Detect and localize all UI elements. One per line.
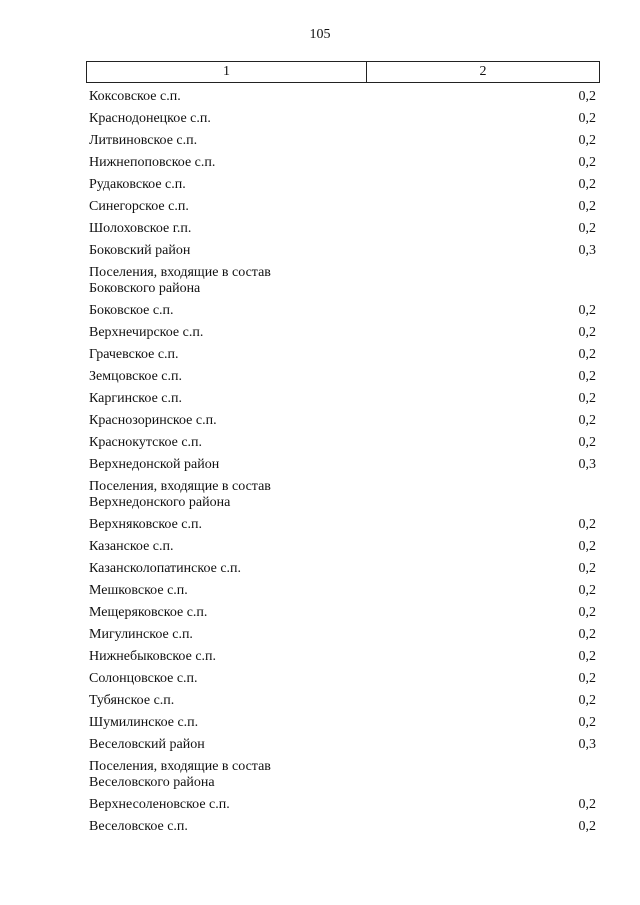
table-row: [86, 366, 600, 388]
table-row: [86, 454, 600, 476]
table-row: [86, 690, 600, 712]
table-row: [86, 536, 600, 558]
row-name: Нижнебыковское с.п.: [89, 649, 217, 664]
row-value: 0,2: [578, 715, 596, 730]
table-row: [86, 388, 600, 410]
row-value: 0,2: [578, 539, 596, 554]
table-row: [86, 756, 600, 794]
row-name: Литвиновское с.п.: [89, 133, 198, 148]
row-name: Краснокутское с.п.: [89, 435, 203, 450]
row-value: 0,3: [578, 243, 596, 258]
row-name: Боковское с.п.: [89, 303, 174, 318]
table-body: [86, 86, 600, 838]
row-value: 0,2: [578, 693, 596, 708]
row-name: Земцовское с.п.: [89, 369, 183, 384]
row-value: 0,2: [578, 89, 596, 104]
row-name: Мешковское с.п.: [89, 583, 188, 598]
table-row: [86, 514, 600, 536]
row-name: Веселовское с.п.: [89, 819, 188, 834]
header-col-1: 1: [87, 62, 367, 82]
row-value: 0,2: [578, 199, 596, 214]
row-name: Шумилинское с.п.: [89, 715, 199, 730]
row-name: Нижнепоповское с.п.: [89, 155, 216, 170]
row-name: Поселения, входящие в состав Боковского района: [89, 265, 271, 296]
row-name: Мигулинское с.п.: [89, 627, 193, 642]
data-table: [86, 61, 600, 838]
table-row: [86, 262, 600, 300]
row-name: Мещеряковское с.п.: [89, 605, 208, 620]
row-value: 0,2: [578, 583, 596, 598]
row-value: 0,2: [578, 325, 596, 340]
table-row: [86, 624, 600, 646]
table-row: [86, 432, 600, 454]
table-row: [86, 476, 600, 514]
row-name: Верхнечирское с.п.: [89, 325, 204, 340]
row-name: Верхнесоленовское с.п.: [89, 797, 230, 812]
table-row: [86, 218, 600, 240]
table-row: [86, 580, 600, 602]
row-value: 0,2: [578, 819, 596, 834]
page-number: 105: [309, 27, 331, 42]
row-value: 0,2: [578, 369, 596, 384]
table-row: [86, 816, 600, 838]
row-name: Солонцовское с.п.: [89, 671, 198, 686]
table-row: [86, 130, 600, 152]
row-name: Тубянское с.п.: [89, 693, 175, 708]
table-row: [86, 646, 600, 668]
row-value: 0,2: [578, 413, 596, 428]
row-name: Грачевское с.п.: [89, 347, 179, 362]
table-row: [86, 108, 600, 130]
row-name: Шолоховское г.п.: [89, 221, 192, 236]
row-value: 0,3: [578, 457, 596, 472]
row-value: 0,2: [578, 221, 596, 236]
table-row: [86, 734, 600, 756]
row-name: Краснозоринское с.п.: [89, 413, 217, 428]
row-name: Казанское с.п.: [89, 539, 174, 554]
row-name: Краснодонецкое с.п.: [89, 111, 211, 126]
row-value: 0,2: [578, 155, 596, 170]
row-value: 0,3: [578, 737, 596, 752]
table-row: [86, 410, 600, 432]
row-value: 0,2: [578, 347, 596, 362]
row-name: Коксовское с.п.: [89, 89, 181, 104]
row-value: 0,2: [578, 111, 596, 126]
table-row: [86, 240, 600, 262]
row-name: Каргинское с.п.: [89, 391, 182, 406]
row-name: Поселения, входящие в состав Веселовского района: [89, 759, 271, 790]
row-name: Верхнедонской район: [89, 457, 220, 472]
row-value: 0,2: [578, 435, 596, 450]
table-row: [86, 602, 600, 624]
row-value: 0,2: [578, 517, 596, 532]
row-value: 0,2: [578, 133, 596, 148]
row-value: 0,2: [578, 177, 596, 192]
row-name: Казансколопатинское с.п.: [89, 561, 242, 576]
row-name: Верхняковское с.п.: [89, 517, 202, 532]
row-value: 0,2: [578, 627, 596, 642]
row-value: 0,2: [578, 303, 596, 318]
row-value: 0,2: [578, 605, 596, 620]
table-row: [86, 174, 600, 196]
table-row: [86, 86, 600, 108]
table-row: [86, 196, 600, 218]
header-col-2: 2: [479, 64, 487, 79]
row-name: Веселовский район: [89, 737, 205, 752]
table-row: [86, 300, 600, 322]
table-row: [86, 794, 600, 816]
table-row: [86, 152, 600, 174]
table-row: [86, 558, 600, 580]
table-header: [86, 61, 600, 83]
table-row: [86, 344, 600, 366]
row-value: 0,2: [578, 649, 596, 664]
row-name: Боковский район: [89, 243, 191, 258]
table-row: [86, 712, 600, 734]
row-value: 0,2: [578, 561, 596, 576]
table-row: [86, 322, 600, 344]
row-value: 0,2: [578, 671, 596, 686]
row-value: 0,2: [578, 391, 596, 406]
row-value: 0,2: [578, 797, 596, 812]
table-row: [86, 668, 600, 690]
row-name: Рудаковское с.п.: [89, 177, 186, 192]
row-name: Поселения, входящие в состав Верхнедонского района: [89, 479, 271, 510]
row-name: Синегорское с.п.: [89, 199, 189, 214]
